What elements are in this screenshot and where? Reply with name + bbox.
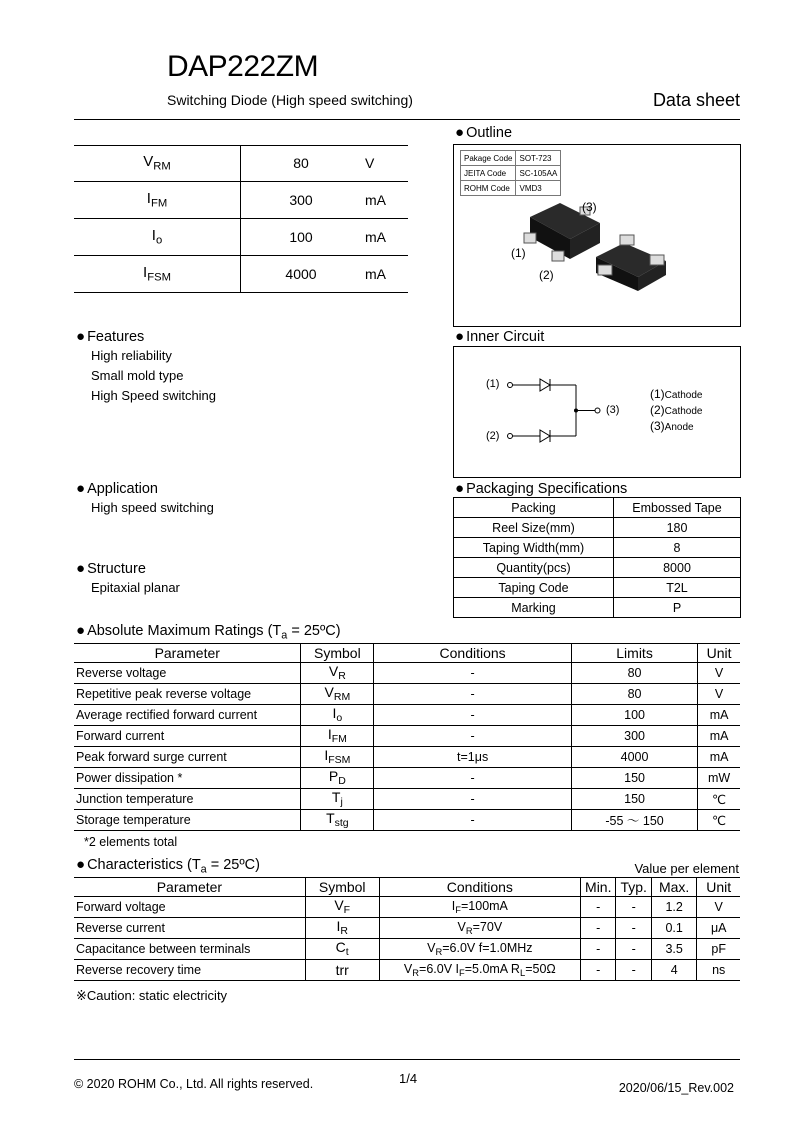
condition-text: V [403,962,413,977]
typ-cell: - [616,918,651,939]
list-item: High reliability [91,348,172,363]
condition-text: =5.0mA R [464,962,520,977]
packaging-key-cell: Reel Size(mm) [454,518,614,538]
packaging-key-cell: Taping Width(mm) [454,538,614,558]
condition-text: I [451,899,456,914]
bullet-icon: ● [76,480,86,497]
pin-legend-item: (3)Anode [650,419,694,433]
conditions-cell: - [374,705,572,726]
table-row [454,558,741,578]
symbol-text: C [335,939,346,956]
symbol-text: I [324,747,329,764]
characteristics-condition: ($T_a$ = 25ºC) [186,857,260,876]
characteristics-heading: ● Characteristics ($T_a$ = 25ºC) [76,856,260,876]
features-list [91,346,216,406]
limit-cell: 150 [571,789,697,810]
outline-heading: ● Outline [455,124,513,141]
condition-text: =6.0V f=1.0MHz [442,941,533,956]
column-header: Min. [581,878,616,897]
table-row [74,939,740,960]
bullet-icon: ● [76,560,86,577]
code-value-cell: SOT-723 [516,151,561,166]
characteristics-table [74,877,740,981]
limit-cell: 150 [571,768,697,789]
conditions-cell: t=1μs [374,747,572,768]
column-header: Conditions [379,878,580,897]
limit-cell: 80 [571,663,697,684]
parameter-cell: Forward current [74,726,301,747]
max-cell: 1.2 [651,897,697,918]
code-key-cell: ROHM Code [461,181,516,196]
limit-cell: 4000 [571,747,697,768]
column-header: Unit [697,878,740,897]
condition-text: =100mA [460,899,508,914]
symbol-subscript: FSM [147,271,171,284]
symbol-cell [305,960,379,981]
abs-max-note: *2 elements total [84,835,178,849]
min-cell: - [581,960,616,981]
table-row [74,705,740,726]
unit-cell: V [698,684,740,705]
list-item: High speed switching [91,500,214,515]
symbol-cell [301,684,374,705]
unit-cell: mA [361,256,408,293]
bullet-icon: ● [76,622,86,639]
max-cell: 4 [651,960,697,981]
condition-subscript: L [519,967,526,978]
bullet-icon: ● [76,856,86,873]
conditions-cell: - [374,726,572,747]
table-row [74,768,740,789]
symbol-text: V [324,684,334,701]
packaging-value-cell: 8 [614,538,741,558]
list-item: High Speed switching [91,388,217,403]
value-cell: 100 [241,219,362,256]
conditions-cell: - [374,789,572,810]
code-value-cell: VMD3 [516,181,561,196]
parameter-cell: Forward voltage [74,897,305,918]
symbol-text: I [151,227,156,245]
unit-cell: mA [698,705,740,726]
packaging-value-cell: 8000 [614,558,741,578]
table-row [74,145,408,182]
unit-cell: mA [361,182,408,219]
symbol-text: I [332,705,337,722]
symbol-text: I [146,190,151,208]
symbol-cell [301,747,374,768]
symbol-text: V [334,897,344,914]
conditions-cell [379,897,580,918]
bullet-icon: ● [455,124,465,141]
conditions-cell: - [374,768,572,789]
column-header: Max. [651,878,697,897]
limit-cell: 300 [571,726,697,747]
symbol-subscript: RM [333,691,351,704]
symbol-text: I [336,918,341,935]
typ-cell: - [616,897,651,918]
table-row [461,166,561,181]
table-row [74,684,740,705]
symbol-text: V [143,153,154,171]
table-row [74,726,740,747]
packaging-key-cell: Taping Code [454,578,614,598]
pin-legend-item: (2)Cathode [650,403,703,417]
symbol-subscript: FSM [328,754,351,767]
table-row [454,578,741,598]
packaging-key-cell: Marking [454,598,614,618]
column-header: Symbol [305,878,379,897]
value-per-element-label: Value per element [634,861,739,876]
caution-note: ※Caution: static electricity [76,988,228,1003]
symbol-subscript: RM [153,160,171,173]
unit-cell: V [698,663,740,684]
part-number-title: DAP222ZM [167,50,319,83]
min-cell: - [581,918,616,939]
table-row [454,598,741,618]
packaging-key-cell: Quantity(pcs) [454,558,614,578]
table-row [454,518,741,538]
condition-subscript: F [455,904,461,915]
symbol-subscript: o [336,712,343,725]
table-row [74,182,408,219]
max-cell: 0.1 [651,918,697,939]
list-item: Small mold type [91,368,184,383]
typ-cell: - [616,939,651,960]
symbol-cell [74,256,241,293]
symbol-subscript: FM [150,197,168,210]
table-row [74,789,740,810]
table-row [74,897,740,918]
packaging-key-cell: Packing [454,498,614,518]
column-header: Limits [571,644,697,663]
symbol-cell [74,182,241,219]
parameter-cell: Junction temperature [74,789,301,810]
symbol-cell [305,939,379,960]
symbol-subscript: o [155,234,163,247]
outline-pin-label: (2) [539,268,554,282]
condition-text: =6.0V I [419,962,459,977]
parameter-cell: Power dissipation * [74,768,301,789]
bullet-icon: ● [76,328,86,345]
table-row [454,498,741,518]
column-header: Parameter [74,878,305,897]
symbol-cell [301,789,374,810]
abs-max-condition: ($T_a$ = 25ºC) [267,623,341,642]
symbol-text: trr [335,962,349,978]
table-row [454,538,741,558]
limit-cell: -55 ～ 150 [571,810,697,831]
parameter-cell: Storage temperature [74,810,301,831]
copyright: © 2020 ROHM Co., Ltd. All rights reserved. [74,1077,314,1091]
column-header: Parameter [74,644,301,663]
features-heading: ● Features [76,328,145,345]
application-list [91,498,214,518]
min-cell: - [581,939,616,960]
abs-max-table [74,643,740,831]
bullet-icon: ● [455,328,465,345]
summary-table [74,145,408,293]
max-cell: 3.5 [651,939,697,960]
packaging-table [453,497,741,618]
pin-legend [650,387,702,435]
symbol-subscript: j [340,796,343,809]
value-cell: 4000 [241,256,362,293]
symbol-subscript: D [338,775,346,788]
symbol-subscript: stg [334,817,349,830]
conditions-cell [379,939,580,960]
conditions-cell [379,918,580,939]
table-row [74,918,740,939]
table-row [461,181,561,196]
parameter-cell: Reverse voltage [74,663,301,684]
column-header: Typ. [616,878,651,897]
abs-max-heading: ● Absolute Maximum Ratings ($T_a$ = 25ºC) [76,622,341,642]
circuit-pin-label: (2) [486,430,500,442]
symbol-text: T [331,789,341,806]
structure-list [91,578,180,598]
symbol-cell [74,145,241,182]
symbol-subscript: R [340,925,348,938]
header-rule [74,119,740,120]
packaging-value-cell: 180 [614,518,741,538]
condition-text: =50Ω [525,962,556,977]
table-row [74,747,740,768]
revision-label: 2020/06/15_Rev.002 [618,1081,734,1095]
part-subtitle: Switching Diode (High speed switching) [167,92,413,108]
limit-cell: 100 [571,705,697,726]
unit-cell: μA [697,918,740,939]
table-row [461,151,561,166]
unit-cell: mA [698,747,740,768]
value-cell: 80 [241,145,362,182]
table-row [74,663,740,684]
packaging-value-cell: Embossed Tape [614,498,741,518]
list-item: Epitaxial planar [91,580,180,595]
parameter-cell: Average rectified forward current [74,705,301,726]
application-heading: ● Application [76,480,158,497]
conditions-cell: - [374,684,572,705]
footer-rule [74,1059,740,1060]
column-header: Conditions [374,644,572,663]
parameter-cell: Repetitive peak reverse voltage [74,684,301,705]
symbol-text: P [328,768,339,785]
unit-cell: mA [698,726,740,747]
symbol-subscript: R [338,670,346,683]
symbol-cell [301,768,374,789]
pin-legend-item: (1)Cathode [650,387,703,401]
parameter-cell: Reverse recovery time [74,960,305,981]
symbol-text: I [327,726,332,743]
symbol-cell [305,897,379,918]
code-value-cell: SC-105AA [516,166,561,181]
outline-pin-label: (3) [582,200,597,214]
unit-cell: ℃ [698,810,740,831]
symbol-cell [301,810,374,831]
symbol-subscript: t [345,946,349,959]
packaging-heading: ● Packaging Specifications [455,480,628,497]
circuit-pin-label: (1) [486,378,500,390]
table-row [74,256,408,293]
symbol-cell [305,918,379,939]
column-header: Symbol [301,644,374,663]
parameter-cell: Peak forward surge current [74,747,301,768]
outline-pin-label: (1) [511,246,526,260]
condition-text: V [457,920,466,935]
condition-subscript: R [465,925,473,936]
packaging-value-cell: P [614,598,741,618]
table-row [74,960,740,981]
parameter-cell: Reverse current [74,918,305,939]
condition-subscript: F [459,967,465,978]
structure-heading: ● Structure [76,560,146,577]
condition-text: =70V [472,920,503,935]
symbol-subscript: F [343,904,351,917]
conditions-cell [379,960,580,981]
condition-subscript: R [435,946,443,957]
value-cell: 300 [241,182,362,219]
typ-cell: - [616,960,651,981]
symbol-subscript: FM [331,733,347,746]
unit-cell: ns [697,960,740,981]
unit-cell: mA [361,219,408,256]
page-number: 1/4 [399,1071,418,1086]
packaging-value-cell: T2L [614,578,741,598]
column-header: Unit [698,644,740,663]
symbol-cell [301,663,374,684]
unit-cell: mW [698,768,740,789]
symbol-cell [74,219,241,256]
symbol-cell [301,726,374,747]
parameter-cell: Capacitance between terminals [74,939,305,960]
unit-cell: V [697,897,740,918]
unit-cell: ℃ [698,789,740,810]
inner-circuit-heading: ● Inner Circuit [455,328,545,345]
limit-cell: 80 [571,684,697,705]
circuit-pin-label: (3) [606,404,620,416]
table-row [74,810,740,831]
symbol-text: V [328,663,339,680]
bullet-icon: ● [455,480,465,497]
condition-text: V [427,941,436,956]
code-key-cell: JEITA Code [461,166,516,181]
table-row [74,219,408,256]
condition-subscript: R [412,967,420,978]
symbol-text: T [326,810,335,827]
inner-circuit-diagram [500,370,620,450]
unit-cell: pF [697,939,740,960]
package-code-table [460,150,561,196]
conditions-cell: - [374,663,572,684]
min-cell: - [581,897,616,918]
doc-type-label: Data sheet [652,90,740,110]
symbol-text: I [143,264,148,282]
unit-cell: V [361,145,408,182]
conditions-cell: - [374,810,572,831]
symbol-cell [301,705,374,726]
code-key-cell: Pakage Code [461,151,516,166]
